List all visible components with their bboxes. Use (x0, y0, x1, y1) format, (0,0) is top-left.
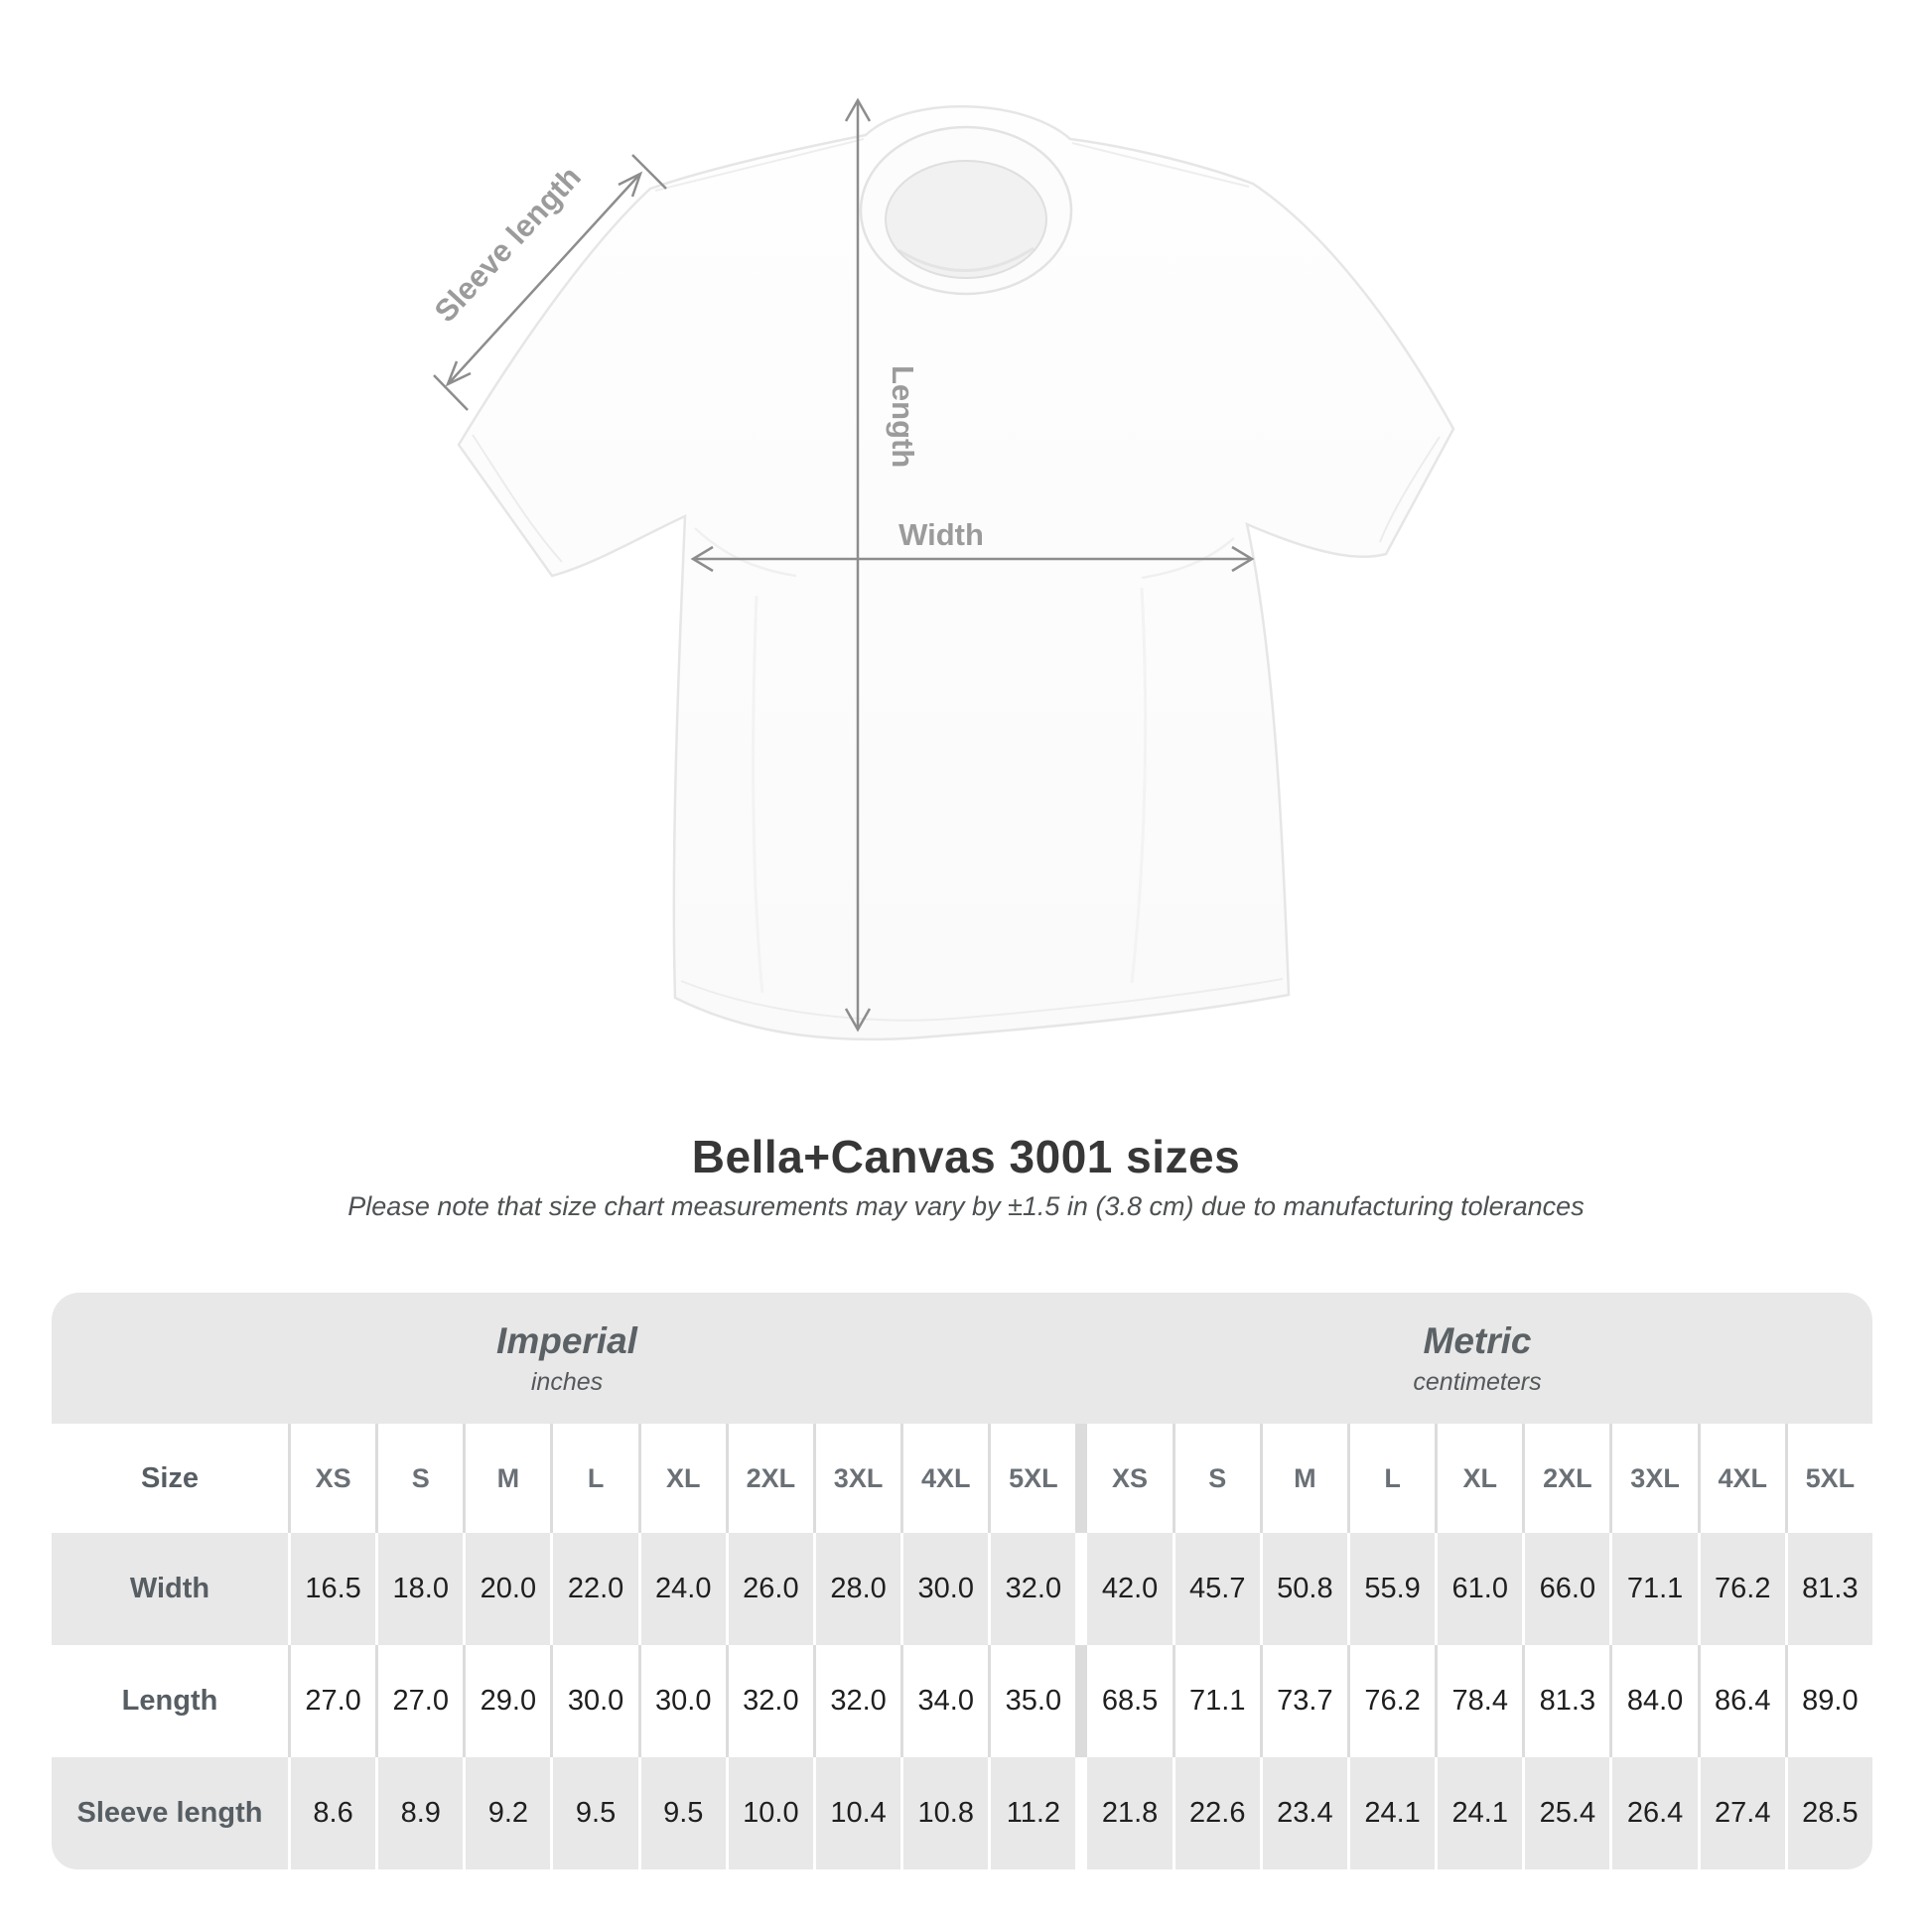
value-cell: 34.0 (903, 1645, 988, 1757)
value-cell: 50.8 (1263, 1533, 1347, 1645)
size-header-cell: 4XL (1701, 1424, 1785, 1533)
value-cell: 61.0 (1438, 1533, 1522, 1645)
table-row-width (52, 1533, 1872, 1645)
value-cell: 42.0 (1087, 1533, 1172, 1645)
value-cell: 68.5 (1087, 1645, 1172, 1757)
length-label: Length (886, 365, 920, 469)
size-header-cell: L (1350, 1424, 1435, 1533)
value-cell: 22.6 (1175, 1757, 1260, 1869)
value-cell: 73.7 (1263, 1645, 1347, 1757)
value-cell: 20.0 (466, 1533, 550, 1645)
value-cell: 21.8 (1087, 1757, 1172, 1869)
collar-inner (886, 161, 1046, 278)
value-cell: 8.9 (378, 1757, 463, 1869)
size-header-cell: XL (1438, 1424, 1522, 1533)
value-cell: 86.4 (1701, 1645, 1785, 1757)
value-cell: 24.0 (641, 1533, 726, 1645)
size-header-cell: XS (1087, 1424, 1172, 1533)
value-cell: 27.0 (291, 1645, 375, 1757)
value-cell: 23.4 (1263, 1757, 1347, 1869)
table-unit-band (52, 1293, 1872, 1424)
size-header-cell: 2XL (1525, 1424, 1609, 1533)
metric-label: Metric (1423, 1319, 1532, 1361)
value-cell: 35.0 (991, 1645, 1075, 1757)
value-cell: 28.5 (1788, 1757, 1872, 1869)
value-cell: 55.9 (1350, 1533, 1435, 1645)
row-label: Length (52, 1645, 288, 1757)
value-cell: 84.0 (1612, 1645, 1697, 1757)
value-cell: 71.1 (1175, 1645, 1260, 1757)
value-cell: 25.4 (1525, 1757, 1609, 1869)
value-cell: 89.0 (1788, 1645, 1872, 1757)
value-cell: 22.0 (553, 1533, 637, 1645)
value-cell: 28.0 (816, 1533, 900, 1645)
value-cell: 26.4 (1612, 1757, 1697, 1869)
table-header-row (52, 1424, 1872, 1533)
value-cell: 32.0 (991, 1533, 1075, 1645)
size-header-cell: 3XL (816, 1424, 900, 1533)
imperial-unit-label: inches (530, 1367, 604, 1396)
value-cell: 76.2 (1350, 1645, 1435, 1757)
value-cell: 66.0 (1525, 1533, 1609, 1645)
value-cell: 9.5 (641, 1757, 726, 1869)
value-cell: 24.1 (1438, 1757, 1522, 1869)
row-label: Width (52, 1533, 288, 1645)
value-cell: 71.1 (1612, 1533, 1697, 1645)
group-divider (1078, 1645, 1084, 1757)
group-divider (1078, 1757, 1084, 1869)
sleeve-length-label: Sleeve length (427, 159, 588, 330)
value-cell: 30.0 (553, 1645, 637, 1757)
value-cell: 24.1 (1350, 1757, 1435, 1869)
size-header-cell: 5XL (1788, 1424, 1872, 1533)
value-cell: 30.0 (641, 1645, 726, 1757)
value-cell: 10.0 (729, 1757, 813, 1869)
size-header-cell: 5XL (991, 1424, 1075, 1533)
size-header-cell: M (466, 1424, 550, 1533)
value-cell: 27.0 (378, 1645, 463, 1757)
value-cell: 18.0 (378, 1533, 463, 1645)
value-cell: 32.0 (816, 1645, 900, 1757)
width-label: Width (898, 517, 984, 552)
size-header-cell: XL (641, 1424, 726, 1533)
value-cell: 26.0 (729, 1533, 813, 1645)
value-cell: 10.4 (816, 1757, 900, 1869)
value-cell: 27.4 (1701, 1757, 1785, 1869)
group-divider (1078, 1533, 1084, 1645)
size-header-cell: 3XL (1612, 1424, 1697, 1533)
value-cell: 9.2 (466, 1757, 550, 1869)
value-cell: 78.4 (1438, 1645, 1522, 1757)
table-row-length (52, 1645, 1872, 1757)
group-divider (1078, 1424, 1084, 1533)
value-cell: 32.0 (729, 1645, 813, 1757)
row-label: Sleeve length (52, 1757, 288, 1869)
tolerance-note: Please note that size chart measurements may vary by ±1.5 in (3.8 cm) due to manufacturing tolerances (347, 1191, 1585, 1221)
value-cell: 29.0 (466, 1645, 550, 1757)
value-cell: 16.5 (291, 1533, 375, 1645)
imperial-label: Imperial (496, 1319, 637, 1361)
value-cell: 45.7 (1175, 1533, 1260, 1645)
imperial-group-header (52, 1293, 1082, 1424)
value-cell: 11.2 (991, 1757, 1075, 1869)
value-cell: 81.3 (1788, 1533, 1872, 1645)
value-cell: 9.5 (553, 1757, 637, 1869)
page-title: Bella+Canvas 3001 sizes (691, 1131, 1241, 1182)
size-table (52, 1293, 1872, 1864)
size-header-cell: XS (291, 1424, 375, 1533)
value-cell: 81.3 (1525, 1645, 1609, 1757)
tshirt-graphic (459, 106, 1453, 1039)
metric-unit-label: centimeters (1413, 1367, 1542, 1396)
value-cell: 8.6 (291, 1757, 375, 1869)
size-column-header: Size (52, 1424, 288, 1533)
value-cell: 30.0 (903, 1533, 988, 1645)
value-cell: 76.2 (1701, 1533, 1785, 1645)
size-header-cell: L (553, 1424, 637, 1533)
table-row-sleeve-length (52, 1757, 1872, 1869)
size-header-cell: S (1175, 1424, 1260, 1533)
value-cell: 10.8 (903, 1757, 988, 1869)
size-header-cell: 4XL (903, 1424, 988, 1533)
size-header-cell: 2XL (729, 1424, 813, 1533)
metric-group-header (1082, 1293, 1872, 1424)
size-header-cell: M (1263, 1424, 1347, 1533)
size-header-cell: S (378, 1424, 463, 1533)
